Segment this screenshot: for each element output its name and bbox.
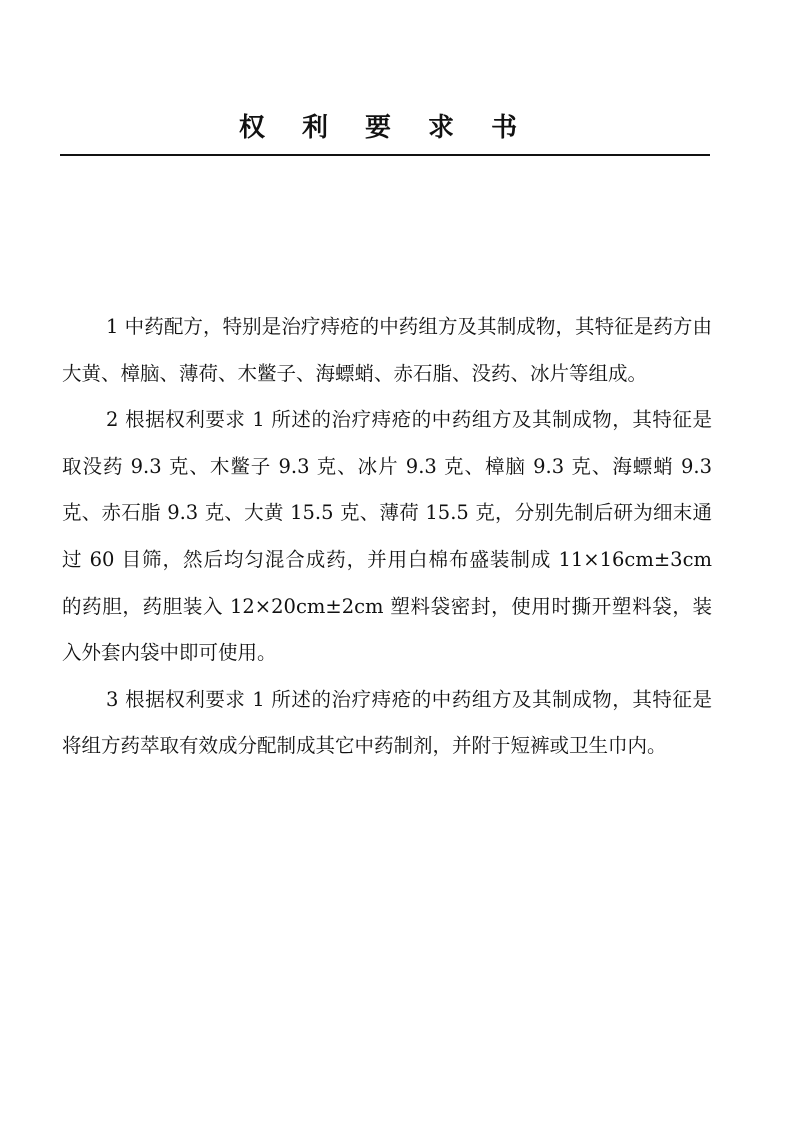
claim-1: 1 中药配方，特别是治疗痔疮的中药组方及其制成物，其特征是药方由大黄、樟脑、薄荷、木鳖子、海螵蛸、赤石脂、没药、冰片等组成。 bbox=[62, 315, 712, 385]
claim-2: 2 根据权利要求 1 所述的治疗痔疮的中药组方及其制成物，其特征是取没药 9.3 克、木鳖子 9.3 克、冰片 9.3 克、樟脑 9.3 克、海螵蛸 9.3 克、赤石脂 9.3 克、大黄 15.5 克、薄荷 15.5 克，分别先制后研为细末通过 60 目筛，然后均匀混合成药，并用白棉布盛装制成 11×16cm±3cm 的药胆，药胆装入 12×20cm±2cm 塑料袋密封，使用时撕开塑料袋，装入外套内袋中即可使用。 bbox=[62, 408, 712, 665]
title-rule bbox=[60, 154, 710, 156]
claim-3: 3 根据权利要求 1 所述的治疗痔疮的中药组方及其制成物，其特征是将组方药萃取有效成分配制成其它中药制剂，并附于短裤或卫生巾内。 bbox=[62, 687, 712, 758]
document-title: 权 利 要 求 书 bbox=[238, 113, 532, 143]
claims-body bbox=[62, 304, 712, 770]
